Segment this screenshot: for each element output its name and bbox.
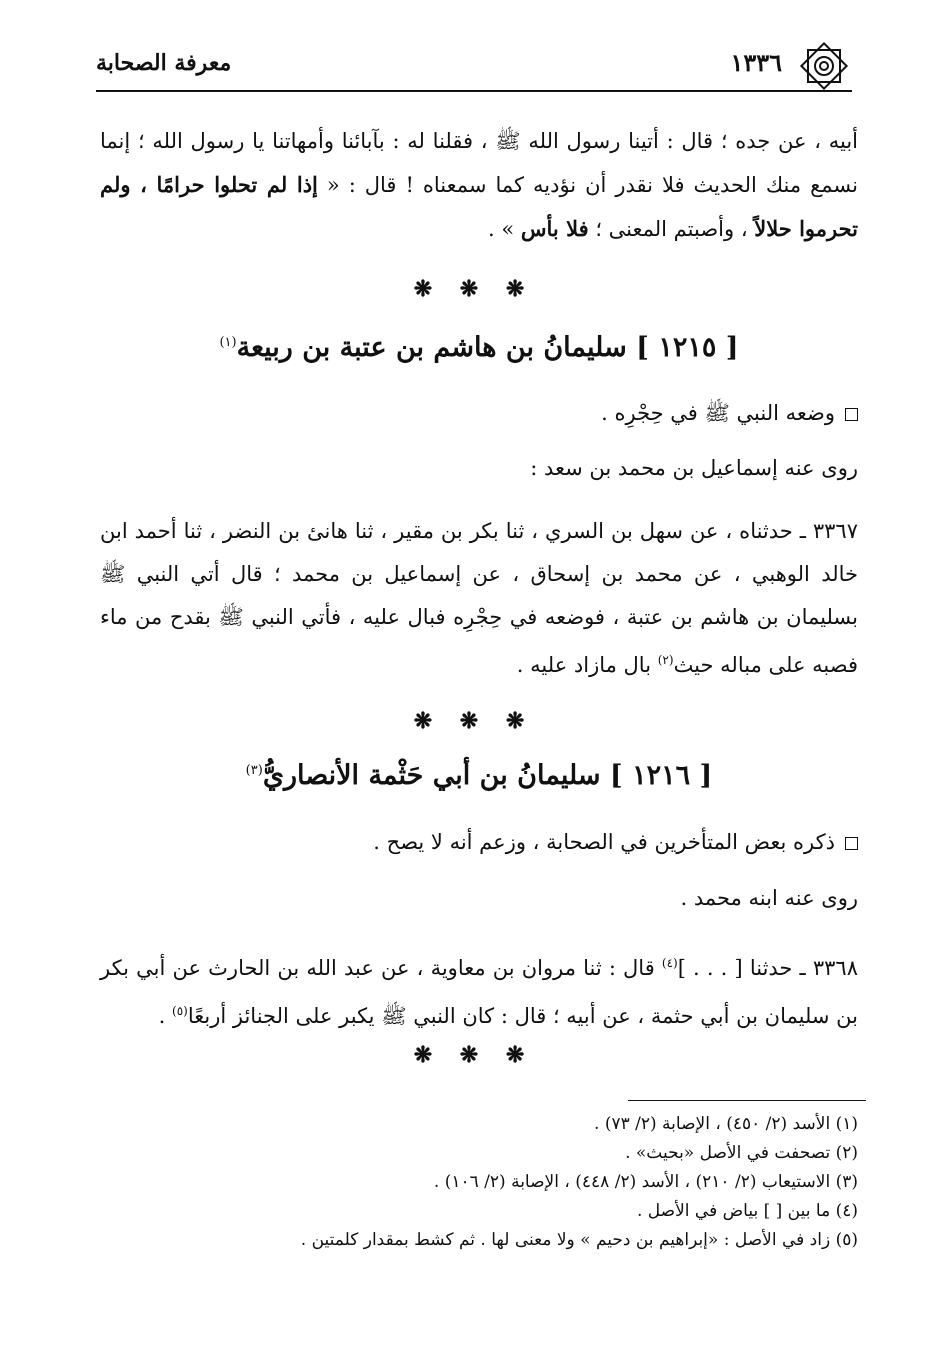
- entry-title-text: [ ١٢١٥ ] سليمانُ بن هاشم بن عتبة بن ربيعة: [236, 332, 739, 363]
- entry-title-text: [ ١٢١٦ ] سليمانُ بن أبي حَثْمة الأنصاريُّ: [262, 760, 713, 791]
- paragraph-text: » .: [488, 217, 521, 241]
- footnote-item: (١) الأسد (٢/ ٤٥٠) ، الإصابة (٢/ ٧٣) .: [594, 1114, 858, 1134]
- entry-1215-narrator: [100, 456, 858, 480]
- entry-title-1216: [100, 760, 858, 791]
- footnote-item: (٣) الاستيعاب (٢/ ٢١٠) ، الأسد (٢/ ٤٤٨) ، الإصابة (٢/ ١٠٦) .: [433, 1172, 858, 1192]
- section-divider: ❋ ❋ ❋: [413, 276, 535, 302]
- book-title: معرفة الصحابة: [96, 50, 232, 76]
- hadith-3368: [100, 942, 858, 1038]
- footnote-item: (٢) تصحفت في الأصل «بحيث» .: [625, 1143, 858, 1163]
- hadith-text: ٣٣٦٨ ـ حدثنا [ . . . ]: [677, 956, 858, 980]
- ornament-icon: [796, 38, 852, 94]
- entry-1216-narrator: [100, 886, 858, 910]
- section-divider: ❋ ❋ ❋: [413, 708, 535, 734]
- footnote-item: (٤) ما بين [ ] بياض في الأصل .: [636, 1201, 858, 1221]
- footnote-ref: (٥): [172, 1004, 188, 1018]
- continued-hadith-paragraph: [100, 120, 858, 251]
- footnote-ref: (٣): [245, 763, 263, 778]
- footnote-ref: (٢): [657, 653, 674, 667]
- hadith-text: قال : ثنا مروان بن معاوية ، عن عبد الله بن الحارث عن أبي بكر بن سليمان بن أبي حثمة ، عن أبيه ؛ قال : كان النبي ﷺ يكبر على الجنائز أربعًا: [100, 956, 858, 1028]
- note-text: ذكره بعض المتأخرين في الصحابة ، وزعم أنه لا يصح .: [373, 830, 835, 854]
- paragraph-text: أبيه ، عن جده ؛ قال : أتينا رسول الله ﷺ ، فقلنا له : بآبائنا وأمهاتنا يا رسول الله ؛ إنما نسمع منك الحديث فلا نقدر أن نؤديه كما سمعناه ! قال : «: [100, 129, 858, 197]
- narrator-text: روى عنه إسماعيل بن محمد بن سعد :: [530, 456, 858, 480]
- footnote-rule: [628, 1100, 866, 1101]
- entry-1216-note: [100, 830, 858, 854]
- entry-title-1215: [100, 332, 858, 363]
- checkbox-square-icon: [845, 408, 858, 421]
- page-header: [96, 44, 852, 94]
- note-text: وضعه النبي ﷺ في حِجْرِه .: [601, 401, 835, 425]
- narrator-text: روى عنه ابنه محمد .: [680, 886, 858, 910]
- checkbox-square-icon: [845, 837, 858, 850]
- prophet-quote-bold: إذا لم تحلوا حرامًا ، ولم تحرموا حلالاً: [100, 172, 858, 241]
- hadith-text: ٣٣٦٧ ـ حدثناه ، عن سهل بن السري ، ثنا بكر بن مقير ، ثنا هانئ بن النضر ، ثنا أحمد ابن خالد الوهبي ، عن محمد بن إسحاق ، عن إسماعيل بن محمد ؛ قال أتي النبي ﷺ بسليمان بن هاشم بن عتبة ، فوضعه في حِجْرِه فبال عليه ، فأتي النبي ﷺ بقدح من ماء فصبه على مباله حيث: [100, 519, 858, 677]
- page-number: ١٣٣٦: [730, 48, 782, 77]
- hadith-3367: [100, 510, 858, 687]
- paragraph-text: ، وأصبتم المعنى ؛: [588, 217, 755, 241]
- entry-1215-note: [100, 400, 858, 431]
- footnote-ref: (٤): [661, 956, 678, 970]
- section-divider: ❋ ❋ ❋: [413, 1042, 535, 1068]
- footnotes: [100, 1110, 858, 1255]
- hadith-text: بال مازاد عليه .: [516, 653, 658, 677]
- hadith-text: .: [158, 1004, 173, 1028]
- header-rule: [96, 90, 852, 92]
- footnote-ref: (١): [219, 335, 237, 350]
- footnote-item: (٥) زاد في الأصل : «إبراهيم بن دحيم » ولا معنى لها . ثم كشط بمقدار كلمتين .: [300, 1230, 858, 1250]
- prophet-quote-bold: فلا بأس: [520, 216, 589, 241]
